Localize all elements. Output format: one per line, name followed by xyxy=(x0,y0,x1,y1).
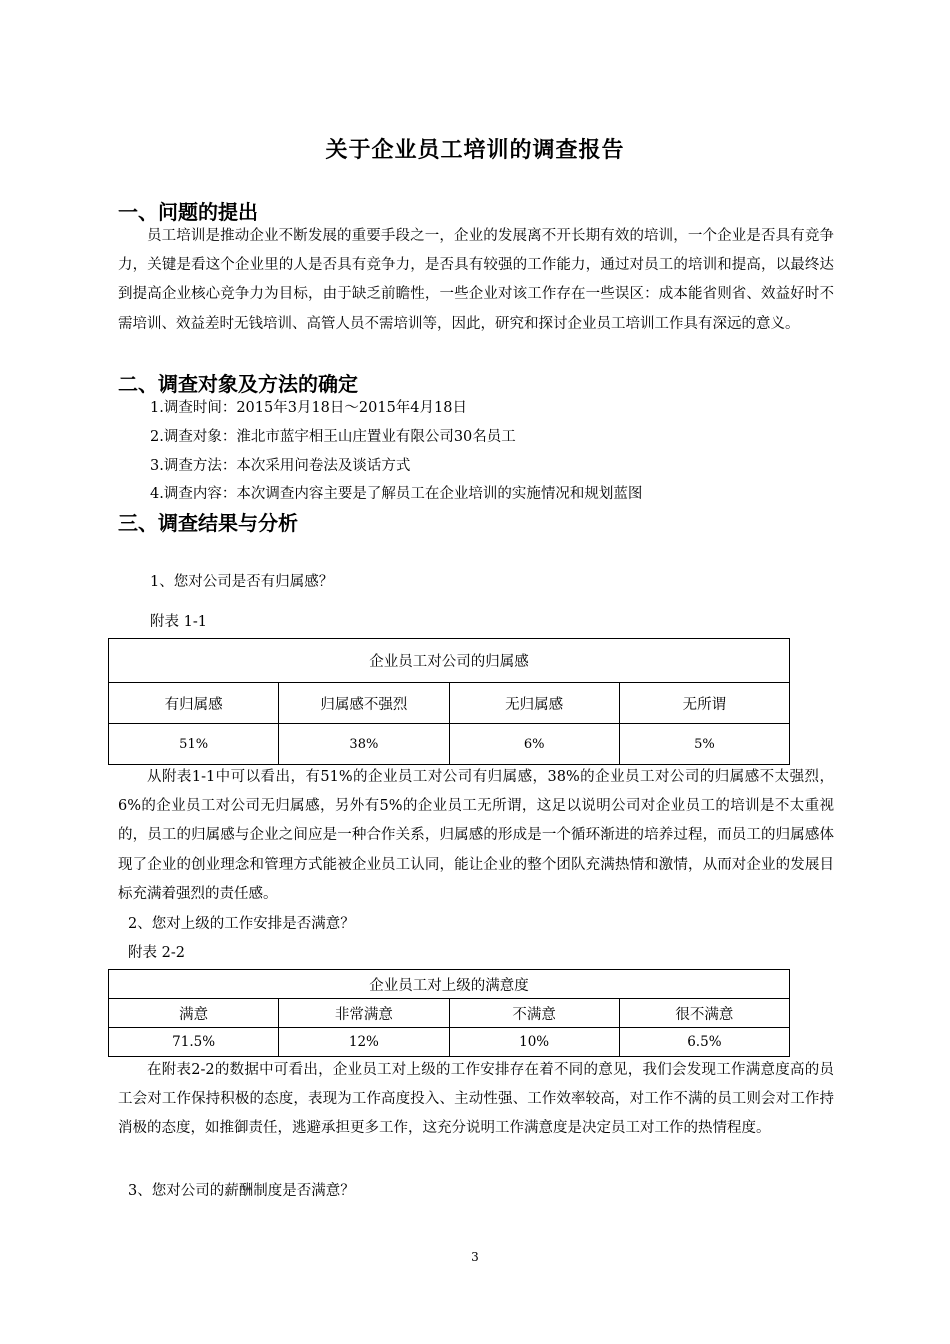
page-title: 关于企业员工培训的调查报告 xyxy=(325,138,625,163)
table-1-value: 51% xyxy=(109,724,279,765)
survey-subject: 2.调查对象：淮北市蓝宇相王山庄置业有限公司30名员工 xyxy=(150,429,516,445)
table-2-header: 不满意 xyxy=(449,999,619,1028)
question-1: 1、您对公司是否有归属感？ xyxy=(150,574,334,590)
section-1-paragraph: 员工培训是推动企业不断发展的重要手段之一，企业的发展离不开长期有效的培训，一个企业是否具有竞争力，关键是看这个企业里的人是否具有竞争力，是否具有较强的工作能力，通过对员工的培训和提高，以最终达到提高企业核心竞争力为目标，由于缺乏前瞻性，一些企业对该工作存在一些误区：成本能省则省、效益好时不需培训、效益差时无钱培训、高管人员不需培训等，因此，研究和探讨企业员工培训工作具有深远的意义。 xyxy=(118,228,834,332)
table-2-header: 满意 xyxy=(109,999,279,1028)
table-2-caption: 企业员工对上级的满意度 xyxy=(109,970,790,999)
section-2-heading: 二、调查对象及方法的确定 xyxy=(118,372,358,396)
table-1-header: 有归属感 xyxy=(109,683,279,724)
table-belonging xyxy=(108,638,790,765)
table-1-header: 归属感不强烈 xyxy=(279,683,449,724)
section-1-heading: 一、问题的提出 xyxy=(118,200,258,224)
table-1-value: 6% xyxy=(449,724,619,765)
survey-content: 4.调查内容：本次调查内容主要是了解员工在企业培训的实施情况和规划蓝图 xyxy=(150,486,643,502)
table-2-value: 71.5% xyxy=(109,1028,279,1057)
table-1-label: 附表 1-1 xyxy=(150,614,207,630)
question-3: 3、您对公司的薪酬制度是否满意？ xyxy=(128,1183,355,1199)
table-1-value: 5% xyxy=(619,724,789,765)
table-2-value: 10% xyxy=(449,1028,619,1057)
table-2-header: 很不满意 xyxy=(619,999,789,1028)
survey-method: 3.调查方法：本次采用问卷法及谈话方式 xyxy=(150,458,411,474)
table-1-header: 无所谓 xyxy=(619,683,789,724)
survey-time: 1.调查时间：2015年3月18日～2015年4月18日 xyxy=(150,400,467,416)
section-3-heading: 三、调查结果与分析 xyxy=(118,511,298,535)
table-1-header: 无归属感 xyxy=(449,683,619,724)
table-2-label: 附表 2-2 xyxy=(128,945,185,961)
table-1-value: 38% xyxy=(279,724,449,765)
table-2-header: 非常满意 xyxy=(279,999,449,1028)
page-number: 3 xyxy=(471,1250,479,1264)
table-1-caption: 企业员工对公司的归属感 xyxy=(109,639,790,683)
table-2-analysis: 在附表2-2的数据中可看出，企业员工对上级的工作安排存在着不同的意见，我们会发现工作满意度高的员工会对工作保持积极的态度，表现为工作高度投入、主动性强、工作效率较高，对工作不满的员工则会对工作持消极的态度，如推御责任，逃避承担更多工作，这充分说明工作满意度是决定员工对工作的热情程度。 xyxy=(118,1062,834,1137)
table-satisfaction xyxy=(108,969,790,1057)
table-2-value: 12% xyxy=(279,1028,449,1057)
table-1-analysis: 从附表1-1中可以看出，有51%的企业员工对公司有归属感，38%的企业员工对公司的归属感不太强烈，6%的企业员工对公司无归属感，另外有5%的企业员工无所谓，这足以说明公司对企业员工的培训是不太重视的，员工的归属感与企业之间应是一种合作关系，归属感的形成是一个循环渐进的培养过程，而员工的归属感体现了企业的创业理念和管理方式能被企业员工认同，能让企业的整个团队充满热情和激情，从而对企业的发展目标充满着强烈的责任感。 xyxy=(118,769,834,902)
table-2-value: 6.5% xyxy=(619,1028,789,1057)
question-2: 2、您对上级的工作安排是否满意？ xyxy=(128,916,355,932)
